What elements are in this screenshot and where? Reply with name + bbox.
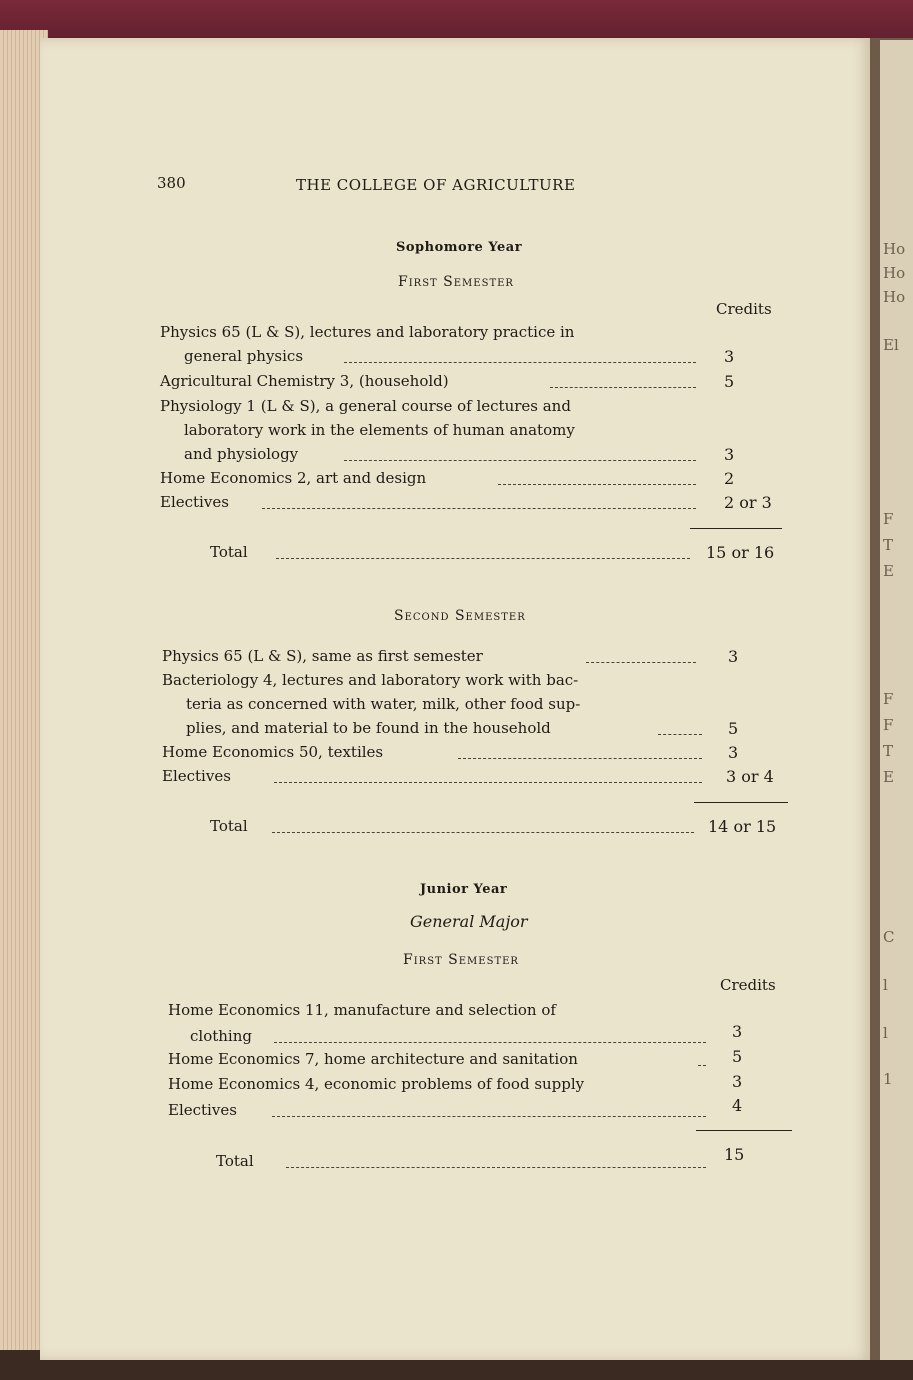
adjacent-page-text: T — [883, 536, 894, 554]
dot-leader — [658, 734, 702, 735]
dot-leader — [498, 484, 696, 485]
course-line: Bacteriology 4, lectures and laboratory work with bac- — [162, 671, 579, 689]
total-rule — [696, 1130, 792, 1131]
course-line: Home Economics 7, home architecture and sanitation — [168, 1050, 578, 1068]
adjacent-page-text: E — [883, 562, 894, 580]
total-value: 15 — [724, 1145, 745, 1164]
credit-value: 5 — [732, 1047, 743, 1066]
semester-heading: First Semester — [403, 952, 519, 968]
credit-value: 3 or 4 — [726, 767, 774, 786]
course-line: and physiology — [184, 445, 299, 463]
dot-leader — [286, 1167, 706, 1168]
course-line: Physiology 1 (L & S), a general course of lectures and — [160, 397, 571, 415]
course-line: Home Economics 4, economic problems of food supply — [168, 1075, 585, 1093]
credit-value: 2 — [724, 469, 735, 488]
course-line: Physics 65 (L & S), same as first semester — [162, 647, 483, 665]
course-line: Agricultural Chemistry 3, (household) — [160, 372, 449, 390]
dot-leader — [344, 362, 696, 363]
major-heading: General Major — [410, 912, 528, 931]
credit-value: 3 — [728, 647, 739, 666]
credit-value: 5 — [724, 372, 735, 391]
course-line: Electives — [160, 493, 229, 511]
credit-value: 3 — [724, 347, 735, 366]
total-value: 14 or 15 — [708, 817, 777, 836]
course-line: clothing — [190, 1027, 252, 1045]
course-line: general physics — [184, 347, 304, 365]
total-label: Total — [210, 543, 248, 561]
total-rule — [694, 802, 788, 803]
adjacent-page-text: Ho — [883, 288, 906, 306]
total-rule — [690, 528, 782, 529]
dot-leader — [276, 558, 690, 559]
page-number: 380 — [157, 174, 186, 192]
adjacent-page-text: Ho — [883, 264, 906, 282]
adjacent-page-text: C — [883, 928, 895, 946]
semester-heading: First Semester — [398, 274, 514, 290]
credit-value: 3 — [728, 743, 739, 762]
total-label: Total — [216, 1152, 254, 1170]
dot-leader — [262, 508, 696, 509]
adjacent-page-text: l — [883, 976, 888, 994]
adjacent-page-text: Ho — [883, 240, 906, 258]
dot-leader — [274, 782, 702, 783]
dot-leader — [274, 1042, 706, 1043]
adjacent-page-text: El — [883, 336, 899, 354]
course-line: Electives — [162, 767, 231, 785]
dot-leader — [458, 758, 702, 759]
total-value: 15 or 16 — [706, 543, 775, 562]
course-line: Home Economics 50, textiles — [162, 743, 384, 761]
dot-leader — [272, 832, 694, 833]
credits-heading: Credits — [720, 976, 776, 994]
credit-value: 3 — [732, 1072, 743, 1091]
year-heading: Sophomore Year — [396, 240, 523, 255]
dot-leader — [344, 460, 696, 461]
running-title: THE COLLEGE OF AGRICULTURE — [296, 176, 576, 194]
year-heading: Junior Year — [420, 882, 508, 897]
dot-leader — [550, 387, 696, 388]
dot-leader — [586, 662, 696, 663]
course-line: Electives — [168, 1101, 237, 1119]
credit-value: 3 — [724, 445, 735, 464]
credit-value: 5 — [728, 719, 739, 738]
course-line: teria as concerned with water, milk, other food sup- — [186, 695, 581, 713]
course-line: Home Economics 11, manufacture and selection of — [168, 1001, 556, 1019]
dot-leader — [698, 1065, 706, 1066]
adjacent-page-text: F — [883, 690, 894, 708]
credit-value: 4 — [732, 1096, 743, 1115]
adjacent-page-text: F — [883, 510, 894, 528]
total-label: Total — [210, 817, 248, 835]
adjacent-page-text: 1 — [883, 1070, 893, 1088]
adjacent-page-text: F — [883, 716, 894, 734]
course-line: Physics 65 (L & S), lectures and laboratory practice in — [160, 323, 575, 341]
adjacent-page — [880, 40, 913, 1360]
semester-heading: Second Semester — [394, 608, 526, 624]
credit-value: 2 or 3 — [724, 493, 772, 512]
course-line: plies, and material to be found in the household — [186, 719, 551, 737]
course-line: laboratory work in the elements of human anatomy — [184, 421, 575, 439]
credits-heading: Credits — [716, 300, 772, 318]
adjacent-page-text: T — [883, 742, 894, 760]
credit-value: 3 — [732, 1022, 743, 1041]
adjacent-page-text: E — [883, 768, 894, 786]
adjacent-page-text: l — [883, 1024, 888, 1042]
course-line: Home Economics 2, art and design — [160, 469, 427, 487]
dot-leader — [272, 1116, 706, 1117]
